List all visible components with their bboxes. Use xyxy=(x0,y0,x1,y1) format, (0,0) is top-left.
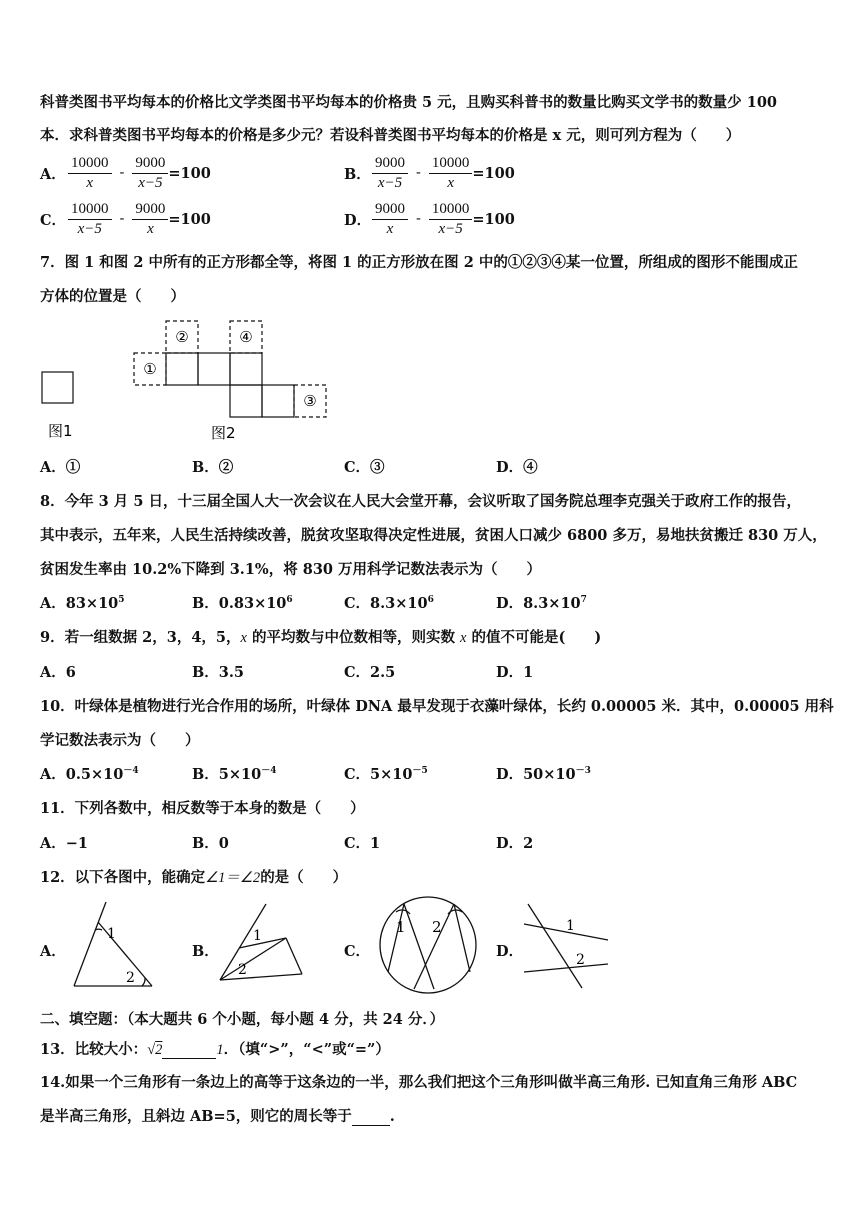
q8-stem-line1: 8．今年 3 月 5 日，十三届全国人大一次会议在人民大会堂开幕，会议听取了国务院总理李克强关于政府工作的报告， xyxy=(40,493,801,510)
q12-text-post: 的是（ ） xyxy=(260,869,348,886)
q13-stem xyxy=(40,1038,390,1059)
variable-x: x xyxy=(460,630,467,646)
answer-blank[interactable] xyxy=(162,1041,216,1059)
q10-option-b[interactable] xyxy=(192,763,276,784)
fraction: $\frac{9000}{x}$ xyxy=(132,200,168,239)
angle-label-2: 2 xyxy=(238,962,247,978)
exponent: －4 xyxy=(123,766,139,776)
q8-option-b[interactable] xyxy=(192,592,293,613)
fraction: $\frac{10000}{x}$ xyxy=(429,154,473,193)
minus-sign: - xyxy=(416,165,421,181)
q14-period: . xyxy=(389,1108,395,1125)
angle-label-1: 1 xyxy=(396,918,406,936)
q7-stem-line2: 方体的位置是（ ） xyxy=(40,288,185,305)
figure-1 xyxy=(42,372,73,403)
angle-expression: ∠1＝∠2 xyxy=(205,870,261,886)
option-text: D．8.3×10 xyxy=(496,595,581,612)
q12-figure-d xyxy=(518,900,618,992)
q7-option-c[interactable]: C．③ xyxy=(344,459,385,476)
q6-option-b[interactable] xyxy=(344,150,515,196)
option-text: B．0.83×10 xyxy=(192,595,287,612)
exponent: －5 xyxy=(412,766,428,776)
q7-option-b[interactable]: B．② xyxy=(192,459,234,476)
angle-label-2: 2 xyxy=(432,918,442,936)
q13-text-post: ．（填“>”，“<”或“=”） xyxy=(223,1041,390,1058)
q14-text: 是半高三角形，且斜边 AB=5，则它的周长等于 xyxy=(40,1108,352,1125)
minus-sign: - xyxy=(416,211,421,227)
angle-label-1: 1 xyxy=(107,926,116,942)
q11-option-b[interactable]: B．0 xyxy=(192,835,229,852)
exponent: －4 xyxy=(261,766,277,776)
minus-sign: - xyxy=(119,211,125,227)
position-mark-2: ② xyxy=(175,328,189,346)
option-label: C． xyxy=(40,211,67,229)
minus-sign: - xyxy=(119,165,125,181)
equation-rhs: =100 xyxy=(472,164,515,182)
q9-text-mid: 的平均数与中位数相等，则实数 xyxy=(246,629,461,646)
sqrt-expression: √2 xyxy=(147,1042,163,1058)
q7-stem-line1: 7．图 1 和图 2 中所有的正方形都全等，将图 1 的正方形放在图 2 中的①②③④某一位置，所组成的图形不能围成正 xyxy=(40,254,798,271)
angle-label-2: 2 xyxy=(126,970,135,986)
q6-option-d[interactable] xyxy=(344,196,515,242)
angle-label-1: 1 xyxy=(566,918,575,934)
q9-text-post: 的值不可能是( ) xyxy=(466,629,602,646)
answer-blank[interactable] xyxy=(352,1108,390,1126)
q13-text-pre: 13．比较大小： xyxy=(40,1041,148,1058)
exponent: 6 xyxy=(427,595,434,605)
q9-stem xyxy=(40,626,601,647)
q8-option-a[interactable] xyxy=(40,592,125,613)
figure-1-caption: 图1 xyxy=(48,422,73,440)
number-one: 1 xyxy=(216,1042,224,1058)
q7-option-a[interactable]: A．① xyxy=(40,459,81,476)
equation-rhs: =100 xyxy=(168,164,211,182)
option-text: B．5×10 xyxy=(192,766,262,783)
fraction: $\frac{10000}{x}$ xyxy=(68,154,112,193)
equation-rhs: =100 xyxy=(168,210,211,228)
fraction: $\frac{10000}{x-5}$ xyxy=(429,200,473,239)
q8-stem-line3: 贫困发生率由 10.2%下降到 3.1%，将 830 万用科学记数法表示为（ ） xyxy=(40,561,542,578)
q12-figure-c xyxy=(376,894,482,998)
q11-option-a[interactable]: A．−1 xyxy=(40,835,88,852)
q8-option-c[interactable] xyxy=(344,592,434,613)
q10-option-a[interactable] xyxy=(40,763,139,784)
q9-option-a[interactable]: A．6 xyxy=(40,664,76,681)
figure-2-caption: 图2 xyxy=(211,424,236,442)
exponent: 7 xyxy=(580,595,587,605)
fraction: $\frac{9000}{x-5}$ xyxy=(372,154,408,193)
q12-figure-a xyxy=(68,900,158,992)
option-text: C．5×10 xyxy=(344,766,413,783)
option-label: B． xyxy=(344,165,371,183)
exponent: 5 xyxy=(118,595,125,605)
q14-stem-line2 xyxy=(40,1105,395,1126)
position-mark-4: ④ xyxy=(239,328,253,346)
q10-stem-line2: 学记数法表示为（ ） xyxy=(40,732,200,749)
fraction: $\frac{9000}{x-5}$ xyxy=(132,154,168,193)
section-2-heading: 二、填空题：（本大题共 6 个小题，每小题 4 分，共 24 分．） xyxy=(40,1011,445,1028)
equation-rhs: =100 xyxy=(472,210,515,228)
option-label: D． xyxy=(344,211,372,229)
fraction: $\frac{9000}{x}$ xyxy=(372,200,408,239)
q14-stem-line1: 14.如果一个三角形有一条边上的高等于这条边的一半，那么我们把这个三角形叫做半高三角形. 已知直角三角形 ABC xyxy=(40,1074,798,1091)
q10-stem-line1: 10．叶绿体是植物进行光合作用的场所，叶绿体 DNA 最早发现于衣藻叶绿体，长约 0.00005 米．其中，0.00005 用科 xyxy=(40,698,834,715)
figure-2 xyxy=(134,321,326,417)
option-text: A．0.5×10 xyxy=(40,766,124,783)
q6-stem-line1: 科普类图书平均每本的价格比文学类图书平均每本的价格贵 5 元，且购买科普书的数量比购买文学书的数量少 100 xyxy=(40,94,777,111)
q12-option-a-label[interactable]: A． xyxy=(40,943,66,960)
q12-stem xyxy=(40,866,347,887)
q9-text-pre: 9．若一组数据 2，3，4，5， xyxy=(40,629,241,646)
q6-option-a[interactable] xyxy=(40,150,211,196)
q11-stem: 11．下列各数中，相反数等于本身的数是（ ） xyxy=(40,800,365,817)
q9-option-c[interactable]: C．2.5 xyxy=(344,664,396,681)
q12-option-c-label[interactable]: C． xyxy=(344,943,371,960)
q12-figure-b xyxy=(214,902,304,984)
q9-option-b[interactable]: B．3.5 xyxy=(192,664,244,681)
option-text: D．50×10 xyxy=(496,766,576,783)
option-text: A．83×10 xyxy=(40,595,119,612)
variable-x: x xyxy=(240,630,247,646)
angle-label-2: 2 xyxy=(576,952,585,968)
angle-label-1: 1 xyxy=(253,928,262,944)
exponent: 6 xyxy=(286,595,293,605)
q8-option-d[interactable] xyxy=(496,592,587,613)
sqrt-argument: 2 xyxy=(155,1042,163,1058)
q10-option-d[interactable] xyxy=(496,763,591,784)
q12-option-d-label[interactable]: D． xyxy=(496,943,524,960)
q9-option-d[interactable]: D．1 xyxy=(496,664,534,681)
q6-stem-line2: 本．求科普类图书平均每本的价格是多少元？若设科普类图书平均每本的价格是 x 元，则可列方程为（ ） xyxy=(40,127,741,144)
q7-figures xyxy=(36,314,336,446)
q12-text-pre: 12．以下各图中，能确定 xyxy=(40,869,206,886)
option-label: A． xyxy=(40,165,66,183)
q8-stem-line2: 其中表示，五年来，人民生活持续改善，脱贫攻坚取得决定性进展，贫困人口减少 6800 多万，易地扶贫搬迁 830 万人， xyxy=(40,527,827,544)
q7-option-d[interactable]: D．④ xyxy=(496,459,538,476)
q11-option-d[interactable]: D．2 xyxy=(496,835,534,852)
q6-option-c[interactable] xyxy=(40,196,211,242)
fraction: $\frac{10000}{x-5}$ xyxy=(68,200,112,239)
option-text: C．8.3×10 xyxy=(344,595,428,612)
position-mark-3: ③ xyxy=(303,392,317,410)
position-mark-1: ① xyxy=(143,360,157,378)
exponent: －3 xyxy=(575,766,591,776)
q11-option-c[interactable]: C．1 xyxy=(344,835,381,852)
q12-option-b-label[interactable]: B． xyxy=(192,943,219,960)
q10-option-c[interactable] xyxy=(344,763,428,784)
